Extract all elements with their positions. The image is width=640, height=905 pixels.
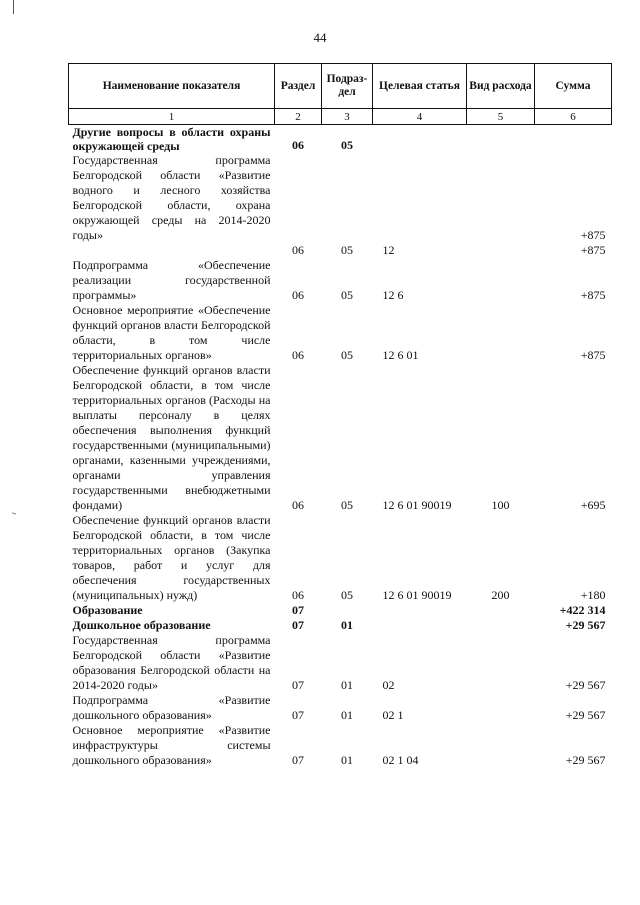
margin-mark (13, 0, 14, 14)
row-name-cell: Обеспечение функций органов власти Белгородской области, в том числе территориальных органов (Расходы на выплаты персоналу в целях обеспечения выполнения функций государственными (муниципальными) органами, казенными учреждениями, органами управления государственными внебюджетными фондами) (72, 363, 271, 512)
row-summa-cell: +875 (580, 228, 606, 242)
header-summa: Сумма (535, 64, 612, 109)
row-celevaya-cell (373, 618, 467, 633)
row-summa-cell: +875 (580, 348, 606, 362)
row-podrazdel-cell: 05 (341, 138, 353, 152)
column-number: 1 (69, 109, 275, 125)
row-vid-cell: 200 (491, 588, 510, 602)
row-podrazdel-cell: 01 (341, 753, 353, 767)
table-row (69, 723, 612, 768)
row-summa-cell: +180 (580, 588, 606, 602)
row-razdel-cell: 07 (292, 708, 304, 722)
column-number: 3 (322, 109, 373, 125)
table-row (69, 258, 612, 303)
row-name-cell: Государственная программа Белгородской области «Развитие водного и лесного хозяйства Белгородской области, охрана окружающей среды на 2014-2020 годы» (72, 153, 271, 242)
row-name-cell: Основное мероприятие «Обеспечение функций органов власти Белгородской области, в том числе территориальных органов» (72, 303, 271, 362)
row-summa-cell: +695 (580, 498, 606, 512)
row-razdel-cell: 07 (292, 618, 304, 632)
row-podrazdel-cell: 01 (341, 678, 353, 692)
row-summa-cell: +29 567 (565, 708, 606, 722)
table-row (69, 513, 612, 603)
header-razdel: Раздел (275, 64, 322, 109)
row-podrazdel-cell: 01 (341, 618, 353, 632)
row-celevaya-cell: 12 6 01 (382, 348, 419, 362)
row-name-cell: Государственная программа Белгородской области «Развитие образования Белгородской области на 2014-2020 годы» (72, 633, 271, 692)
column-number: 6 (535, 109, 612, 125)
row-vid-cell (467, 258, 535, 303)
row-podrazdel-cell: 01 (341, 708, 353, 722)
row-celevaya-cell: 02 (382, 678, 395, 692)
table-header-row (69, 64, 612, 109)
row-razdel-cell (275, 153, 322, 243)
row-podrazdel-cell: 05 (341, 498, 353, 512)
header-podrazdel: Подраз-дел (322, 64, 373, 109)
table-row (69, 303, 612, 363)
row-summa-cell: +29 567 (565, 678, 606, 692)
row-name-cell: Образование (72, 603, 143, 617)
row-celevaya-cell: 02 1 (382, 708, 404, 722)
row-celevaya-cell: 12 (382, 243, 395, 257)
row-vid-cell: 100 (491, 498, 510, 512)
table-row (69, 363, 612, 513)
table-row (69, 243, 612, 258)
row-name-cell: Подпрограмма «Обеспечение реализации государственной программы» (72, 258, 271, 302)
table-row (69, 693, 612, 723)
row-name-cell: Другие вопросы в области охраны окружающей среды (72, 125, 271, 153)
column-number: 2 (275, 109, 322, 125)
column-number-row (69, 109, 612, 125)
row-razdel-cell: 07 (292, 678, 304, 692)
row-vid-cell (467, 723, 535, 768)
row-podrazdel-cell: 05 (341, 288, 353, 302)
row-celevaya-cell (373, 125, 467, 154)
row-podrazdel-cell: 05 (341, 588, 353, 602)
row-razdel-cell: 06 (292, 243, 304, 257)
column-number: 4 (373, 109, 467, 125)
row-vid-cell (467, 303, 535, 363)
header-vid: Вид расхода (467, 64, 535, 109)
row-celevaya-cell (373, 153, 467, 243)
row-podrazdel-cell: 05 (341, 348, 353, 362)
table-row (69, 153, 612, 243)
table-row (69, 603, 612, 618)
row-celevaya-cell: 12 6 (382, 288, 404, 302)
row-razdel-cell: 06 (292, 588, 304, 602)
row-razdel-cell: 06 (292, 288, 304, 302)
column-number: 5 (467, 109, 535, 125)
row-razdel-cell: 06 (292, 348, 304, 362)
row-summa-cell: +29 567 (565, 618, 606, 632)
row-summa-cell: +875 (580, 243, 606, 257)
row-podrazdel-cell: 05 (341, 243, 353, 257)
row-razdel-cell: 06 (292, 138, 304, 152)
row-razdel-cell: 06 (292, 498, 304, 512)
row-name-cell: Обеспечение функций органов власти Белгородской области, в том числе территориальных органов (Закупка товаров, работ и услуг для обеспечения государственных (муниципальных) нужд) (72, 513, 271, 602)
row-celevaya-cell (373, 603, 467, 618)
row-summa-cell: +422 314 (559, 603, 606, 617)
row-summa-cell: +29 567 (565, 753, 606, 767)
row-summa-cell (535, 125, 612, 154)
row-razdel-cell: 07 (292, 603, 304, 617)
stray-mark (12, 512, 16, 514)
row-vid-cell (467, 125, 535, 154)
row-vid-cell (467, 153, 535, 243)
row-vid-cell (467, 633, 535, 693)
row-summa-cell: +875 (580, 288, 606, 302)
table-body (69, 125, 612, 769)
table-row (69, 633, 612, 693)
row-podrazdel-cell (322, 153, 373, 243)
budget-table (68, 63, 612, 768)
row-vid-cell (467, 618, 535, 633)
table-row (69, 125, 612, 154)
row-celevaya-cell: 12 6 01 90019 (382, 588, 452, 602)
row-vid-cell (467, 693, 535, 723)
table-row (69, 618, 612, 633)
row-razdel-cell: 07 (292, 753, 304, 767)
row-name-cell: Дошкольное образование (72, 618, 211, 632)
row-name-cell: Подпрограмма «Развитие дошкольного образования» (72, 693, 271, 722)
row-name-cell: Основное мероприятие «Развитие инфраструктуры системы дошкольного образования» (72, 723, 271, 767)
row-name-cell (69, 243, 275, 258)
header-name: Наименование показателя (69, 64, 275, 109)
row-celevaya-cell: 12 6 01 90019 (382, 498, 452, 512)
row-vid-cell (467, 603, 535, 618)
page-number: 44 (313, 30, 327, 45)
header-celevaya: Целевая статья (373, 64, 467, 109)
row-vid-cell (467, 243, 535, 258)
row-podrazdel-cell (322, 603, 373, 618)
row-celevaya-cell: 02 1 04 (382, 753, 419, 767)
